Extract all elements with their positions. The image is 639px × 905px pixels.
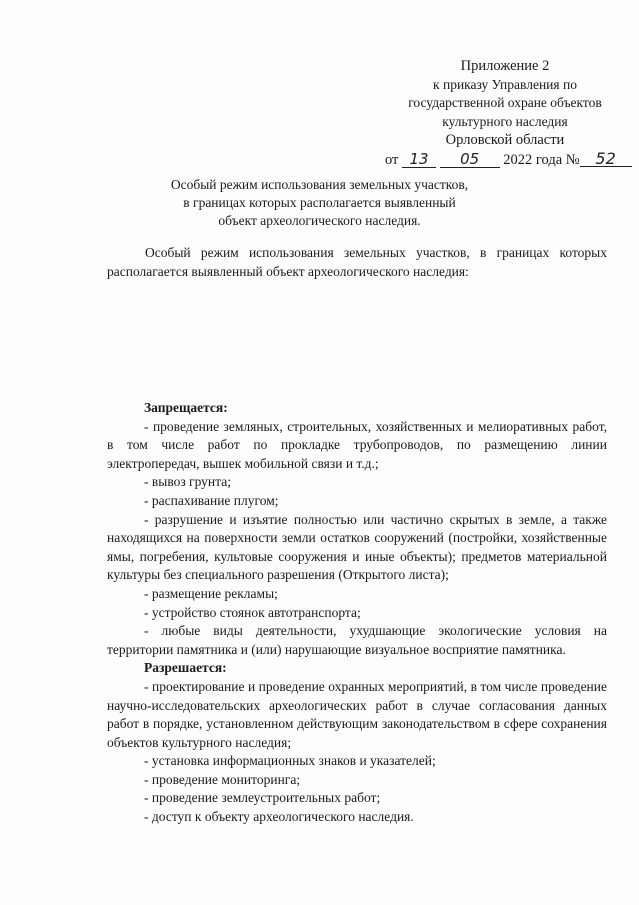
permitted-item: - проведение землеустроительных работ;: [144, 790, 381, 806]
prohibited-item: - любые виды деятельности, ухудшающие экологические условия на территории памятника и (или) нарушающие визуальное восприятие памятника.: [107, 623, 607, 657]
appendix-header: [385, 57, 625, 169]
prohibited-item: - проведение земляных, строительных, хозяйственных и мелиоративных работ, в том числе работ по прокладке трубопроводов, по размещению линии электропередач, вышек мобильной связи и т.д.;: [107, 418, 607, 471]
permitted-item: - проведение мониторинга;: [144, 771, 301, 787]
prohibited-item: - размещение рекламы;: [144, 585, 278, 601]
intro-paragraph: Особый режим использования земельных участков, в границах которых располагается выявленный объект археологического наследия:: [107, 245, 607, 279]
title-line-1: Особый режим использования земельных участков,: [170, 177, 469, 192]
order-day-handwritten: 13: [402, 152, 436, 168]
appendix-agency-cont: культурного наследия: [442, 113, 568, 129]
prohibited-item: - распахивание плугом;: [144, 492, 279, 508]
appendix-number: Приложение 2: [460, 58, 550, 74]
title-line-2: в границах которых располагается выявленный: [183, 195, 456, 210]
regime-section: [107, 399, 607, 827]
order-number-handwritten: 52: [580, 151, 632, 167]
permitted-item: - проектирование и проведение охранных мероприятий, в том числе проведение научно-исследовательских археологических работ в случае согласования данных работ в порядке, установленном действующим законодательством в сфере сохранения объектов культурного наследия;: [107, 678, 607, 750]
document-title: [0, 176, 639, 230]
order-date-line: [385, 148, 625, 170]
prohibited-item: - устройство стоянок автотранспорта;: [144, 604, 361, 620]
order-year-label: 2022 года №: [503, 151, 580, 168]
appendix-region: Орловской области: [445, 132, 565, 148]
permitted-heading: Разрешается:: [144, 660, 227, 676]
order-prefix: от: [385, 151, 399, 168]
appendix-order-ref: к приказу Управления по: [433, 76, 577, 92]
prohibited-heading: Запрещается:: [144, 400, 228, 415]
permitted-item: - доступ к объекту археологического наследия.: [144, 809, 414, 825]
title-line-3: объект археологического наследия.: [218, 213, 421, 228]
prohibited-item: - разрушение и изъятие полностью или частично скрытых в земле, а также находящихся на поверхности земли остатков сооружений (постройки, хозяйственные ямы, погребения, культовые сооружения и иные объекты); предметов материальной культуры без специального разрешения (Открытого листа);: [107, 511, 607, 583]
permitted-item: - установка информационных знаков и указателей;: [144, 753, 436, 769]
intro-section: [107, 244, 607, 281]
prohibited-item: - вывоз грунта;: [144, 474, 231, 490]
appendix-agency: государственной охране объектов: [408, 95, 602, 110]
order-month-handwritten: 05: [440, 152, 500, 168]
